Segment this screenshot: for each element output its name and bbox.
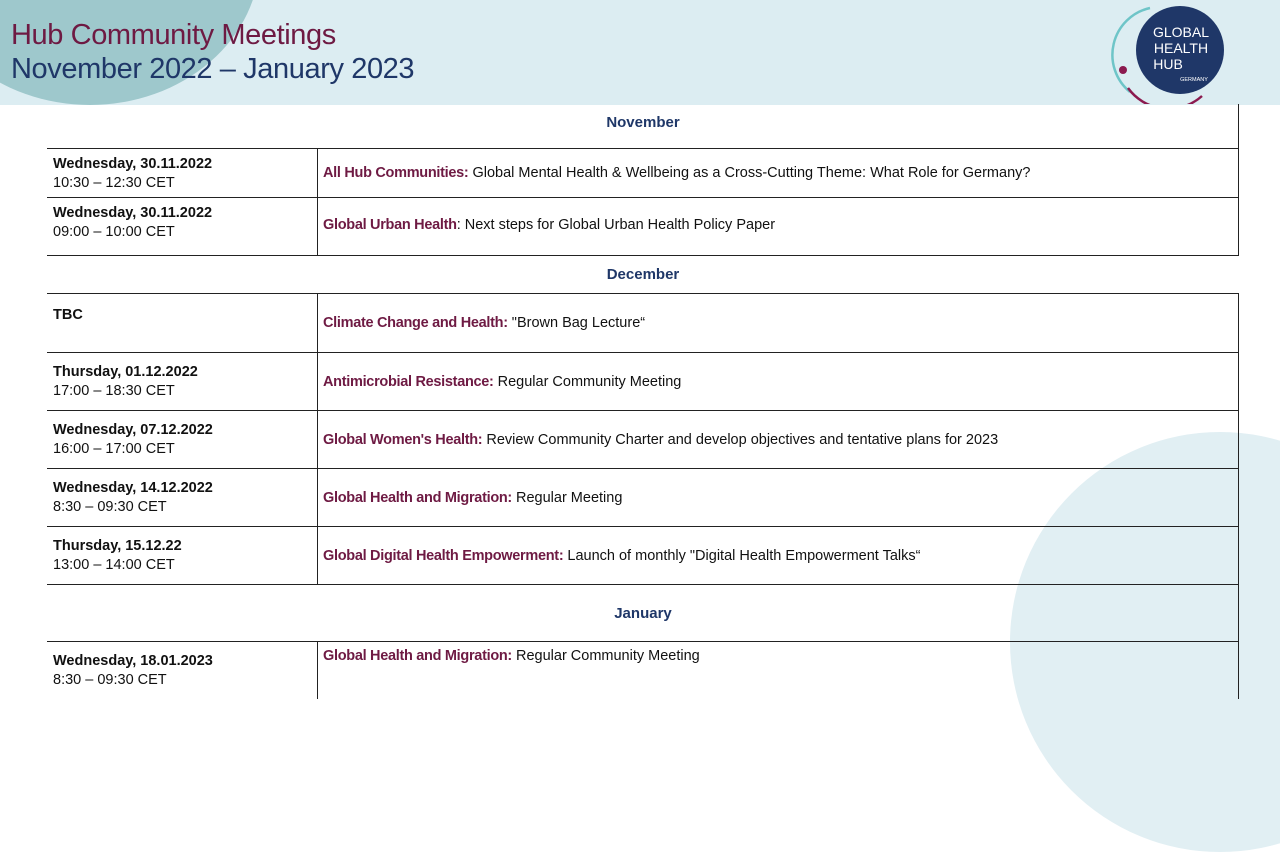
table-row bbox=[47, 353, 1239, 411]
month-header-january: January bbox=[47, 585, 1239, 642]
event-cell bbox=[318, 469, 1239, 526]
table-row bbox=[47, 527, 1239, 585]
date-cell bbox=[47, 469, 318, 526]
svg-text:HUB: HUB bbox=[1153, 56, 1183, 72]
date-cell bbox=[47, 198, 318, 255]
meeting-time: 09:00 – 10:00 CET bbox=[53, 224, 175, 240]
meeting-day: Thursday, 15.12.22 bbox=[53, 538, 182, 554]
table-row bbox=[47, 411, 1239, 469]
event-cell bbox=[318, 411, 1239, 468]
svg-text:GERMANY: GERMANY bbox=[1180, 77, 1208, 83]
community-name: Global Urban Health bbox=[323, 217, 457, 233]
meeting-time: 10:30 – 12:30 CET bbox=[53, 175, 175, 191]
meeting-time: 13:00 – 14:00 CET bbox=[53, 557, 175, 573]
community-name: Global Health and Migration: bbox=[323, 489, 512, 506]
community-name: Global Women's Health: bbox=[323, 431, 483, 448]
table-row bbox=[47, 469, 1239, 527]
meeting-day: TBC bbox=[53, 307, 83, 323]
title-line-2: November 2022 – January 2023 bbox=[11, 53, 415, 85]
table-row bbox=[47, 642, 1239, 699]
table-row bbox=[47, 294, 1239, 353]
meeting-topic: "Brown Bag Lecture“ bbox=[507, 315, 646, 331]
meeting-time: 16:00 – 17:00 CET bbox=[53, 441, 175, 457]
meeting-topic: Regular Community Meeting bbox=[493, 373, 682, 390]
global-health-hub-logo bbox=[1110, 0, 1230, 104]
meeting-topic: Launch of monthly "Digital Health Empowerment Talks“ bbox=[563, 547, 921, 564]
meeting-day: Thursday, 01.12.2022 bbox=[53, 364, 198, 380]
meetings-table bbox=[47, 104, 1239, 699]
date-cell bbox=[47, 527, 318, 584]
community-name: Antimicrobial Resistance: bbox=[323, 373, 494, 390]
meeting-time: 17:00 – 18:30 CET bbox=[53, 383, 175, 399]
meeting-day: Wednesday, 30.11.2022 bbox=[53, 156, 213, 172]
event-cell bbox=[318, 353, 1239, 410]
meeting-topic: Global Mental Health & Wellbeing as a Cross-Cutting Theme: What Role for Germany? bbox=[468, 165, 1031, 181]
date-cell bbox=[47, 149, 318, 197]
date-cell bbox=[47, 411, 318, 468]
meeting-day: Wednesday, 14.12.2022 bbox=[53, 480, 213, 496]
meeting-day: Wednesday, 30.11.2022 bbox=[53, 205, 213, 221]
page-title bbox=[11, 18, 414, 86]
month-header-december: December bbox=[47, 256, 1239, 294]
meeting-day: Wednesday, 18.01.2023 bbox=[53, 653, 213, 669]
community-name: All Hub Communities: bbox=[323, 165, 469, 181]
svg-text:GLOBAL: GLOBAL bbox=[1152, 24, 1210, 40]
community-name: Climate Change and Health: bbox=[323, 315, 508, 331]
date-cell bbox=[47, 642, 318, 699]
event-cell bbox=[318, 527, 1239, 584]
event-cell bbox=[318, 294, 1239, 352]
meeting-topic: Review Community Charter and develop objectives and tentative plans for 2023 bbox=[482, 431, 999, 448]
svg-text:HEALTH: HEALTH bbox=[1153, 40, 1209, 56]
community-name: Global Digital Health Empowerment: bbox=[323, 547, 564, 564]
date-cell bbox=[47, 353, 318, 410]
meeting-topic: Regular Community Meeting bbox=[511, 648, 700, 664]
date-cell bbox=[47, 294, 318, 352]
event-cell bbox=[318, 642, 1239, 699]
community-name: Global Health and Migration: bbox=[323, 648, 512, 664]
meeting-time: 8:30 – 09:30 CET bbox=[53, 672, 167, 688]
title-line-1: Hub Community Meetings bbox=[11, 19, 336, 51]
event-cell bbox=[318, 149, 1239, 197]
table-row bbox=[47, 198, 1239, 256]
meeting-topic: : Next steps for Global Urban Health Policy Paper bbox=[456, 217, 776, 233]
table-row bbox=[47, 149, 1239, 198]
event-cell bbox=[318, 198, 1239, 255]
month-header-november: November bbox=[47, 104, 1239, 149]
meeting-topic: Regular Meeting bbox=[511, 489, 623, 506]
meeting-day: Wednesday, 07.12.2022 bbox=[53, 422, 213, 438]
meeting-time: 8:30 – 09:30 CET bbox=[53, 499, 167, 515]
